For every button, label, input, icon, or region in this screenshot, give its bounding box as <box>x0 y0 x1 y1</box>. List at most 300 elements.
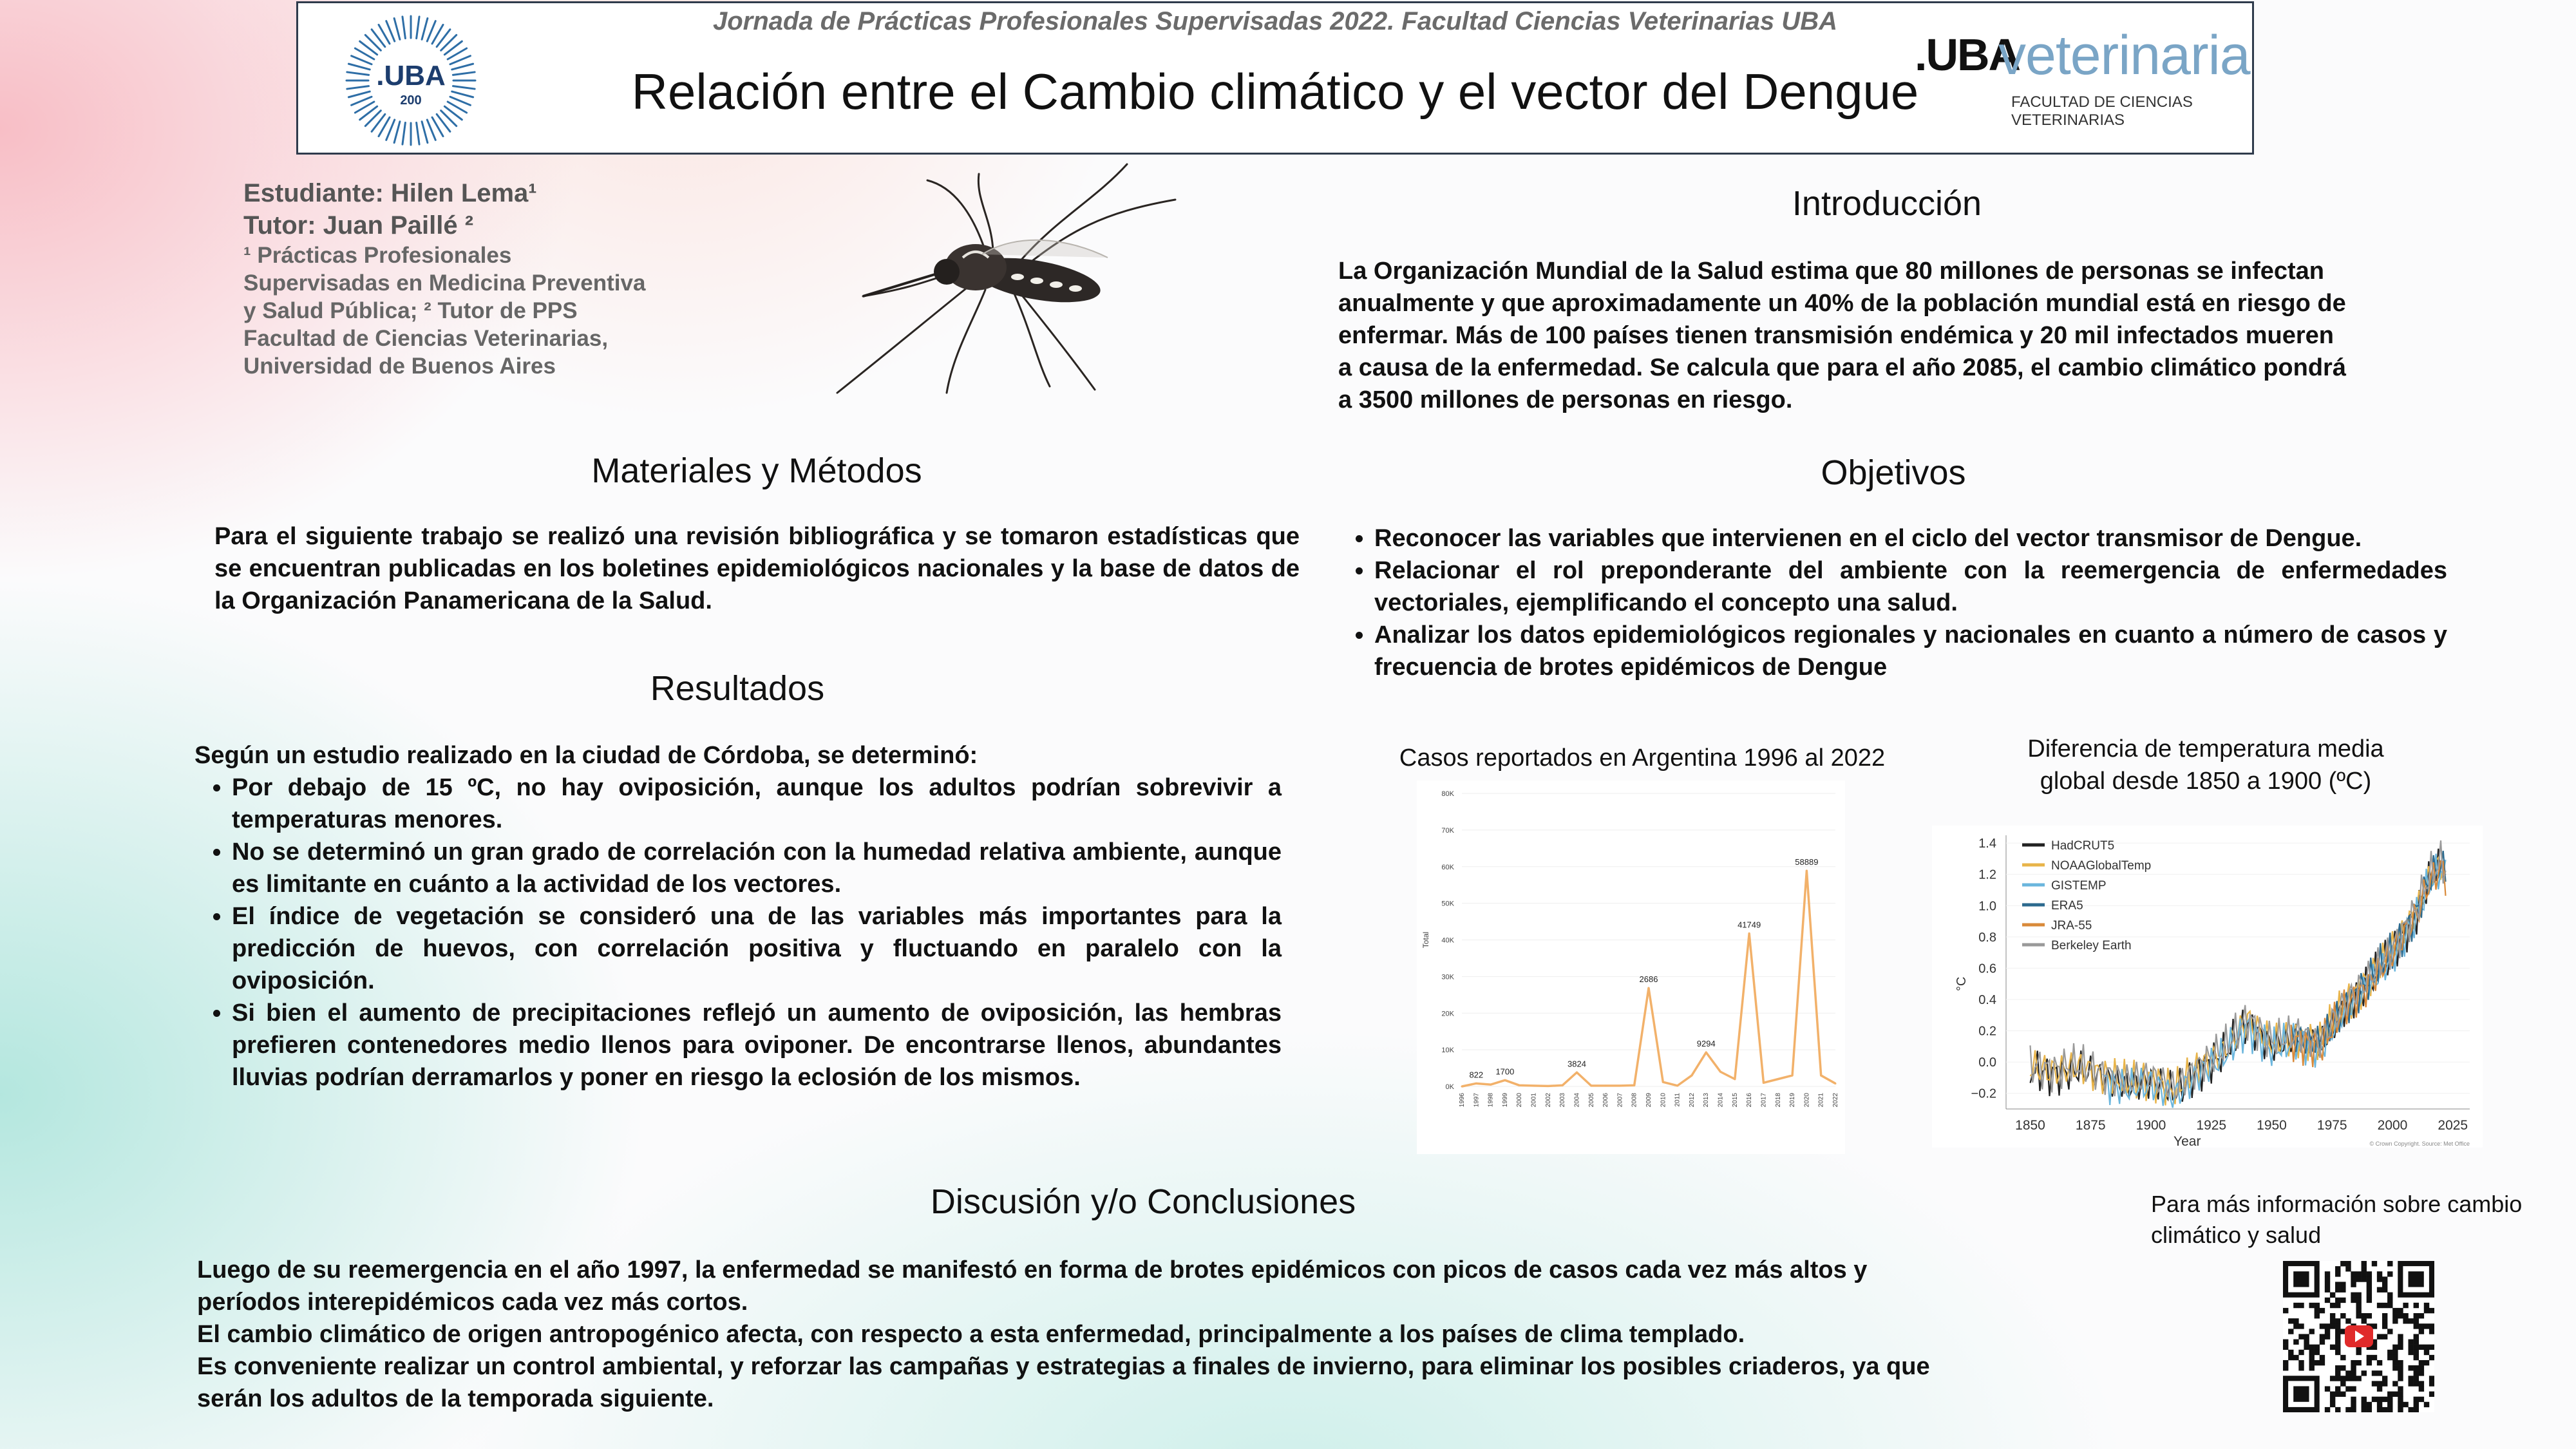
qr-module <box>2345 1376 2351 1381</box>
qr-module <box>2372 1381 2377 1386</box>
objectives-list <box>1337 522 2447 683</box>
x-tick-label: 2004 <box>1573 1093 1581 1108</box>
results-list <box>194 772 1282 1094</box>
qr-module <box>2367 1407 2372 1412</box>
y-tick-label: 0K <box>1445 1083 1454 1091</box>
qr-module <box>2335 1323 2340 1329</box>
qr-module <box>2398 1392 2403 1397</box>
qr-module <box>2362 1407 2367 1412</box>
qr-module <box>2325 1282 2330 1287</box>
qr-module <box>2309 1350 2315 1355</box>
qr-module <box>2283 1308 2288 1313</box>
objective-item: • Relacionar el rol preponderante del ambiente con la reemergencia de enfermedades vectoriales, ejemplificando el concepto una salud. <box>1374 554 2447 619</box>
qr-module <box>2335 1298 2340 1303</box>
qr-module <box>2419 1329 2424 1334</box>
qr-module <box>2382 1282 2387 1287</box>
x-tick-label: 1850 <box>2015 1118 2045 1133</box>
qr-module <box>2351 1282 2356 1287</box>
qr-module <box>2424 1360 2429 1365</box>
qr-module <box>2419 1345 2424 1350</box>
qr-module <box>2356 1350 2361 1355</box>
discussion-line: Es conveniente realizar un control ambiental, y reforzar las campañas y estrategias a finales de invierno, para eliminar los posibles criaderos, ya que <box>197 1353 1930 1380</box>
qr-module <box>2398 1397 2403 1402</box>
qr-module <box>2320 1360 2325 1365</box>
qr-module <box>2362 1271 2367 1276</box>
data-point <box>1690 1074 1692 1076</box>
data-point <box>1763 1082 1765 1084</box>
qr-module <box>2325 1287 2330 1293</box>
discussion-text <box>197 1254 2103 1415</box>
qr-module <box>2330 1303 2335 1308</box>
qr-module <box>2408 1365 2413 1370</box>
qr-module <box>2414 1350 2419 1355</box>
qr-module <box>2367 1355 2372 1360</box>
qr-module <box>2392 1350 2398 1355</box>
result-item: • No se determinó un gran grado de correlación con la humedad relativa ambiente, aunque es limitante en cuánto a la actividad de los vectores. <box>232 836 1282 900</box>
qr-module <box>2335 1334 2340 1339</box>
data-label: 2686 <box>1639 974 1658 985</box>
discussion-line: El cambio climático de origen antropogénico afecta, con respecto a esta enfermedad, principalmente a los países de clima templado. <box>197 1321 1745 1348</box>
qr-module <box>2304 1340 2309 1345</box>
qr-module <box>2330 1397 2335 1402</box>
qr-module <box>2298 1350 2304 1355</box>
qr-module <box>2392 1392 2398 1397</box>
affiliation-line: Universidad de Buenos Aires <box>243 354 556 379</box>
qr-module <box>2398 1360 2403 1365</box>
qr-module <box>2429 1392 2434 1397</box>
qr-module <box>2288 1350 2293 1355</box>
qr-module <box>2377 1360 2382 1365</box>
qr-module <box>2414 1318 2419 1323</box>
qr-module <box>2403 1303 2408 1308</box>
legend-label: Berkeley Earth <box>2051 939 2132 952</box>
data-point <box>1748 933 1750 934</box>
qr-module <box>2377 1386 2382 1391</box>
qr-module <box>2351 1293 2356 1298</box>
qr-module <box>2408 1340 2413 1345</box>
qr-module <box>2315 1350 2320 1355</box>
qr-module <box>2429 1381 2434 1386</box>
qr-module <box>2424 1303 2429 1308</box>
qr-finder <box>2293 1271 2309 1287</box>
y-tick-label: 1.4 <box>1978 837 1996 851</box>
qr-module <box>2403 1402 2408 1407</box>
qr-module <box>2403 1313 2408 1318</box>
data-point <box>1835 1083 1837 1084</box>
qr-module <box>2398 1340 2403 1345</box>
qr-module <box>2330 1376 2335 1381</box>
data-point <box>1576 1072 1578 1074</box>
qr-module <box>2372 1261 2377 1266</box>
qr-module <box>2419 1323 2424 1329</box>
qr-module <box>2382 1376 2387 1381</box>
qr-module <box>2377 1287 2382 1293</box>
qr-module <box>2387 1303 2392 1308</box>
qr-module <box>2304 1345 2309 1350</box>
qr-module <box>2367 1287 2372 1293</box>
qr-module <box>2356 1313 2361 1318</box>
x-tick-label: 2006 <box>1602 1093 1610 1108</box>
logo-ray <box>417 122 419 144</box>
introduction-line: a causa de la enfermedad. Se calcula que para el año 2085, el cambio climático pondrá <box>1338 354 2346 381</box>
x-tick-label: 1925 <box>2196 1118 2227 1133</box>
y-tick-label: 0.0 <box>1978 1056 1996 1070</box>
qr-module <box>2325 1334 2330 1339</box>
data-point <box>1504 1079 1506 1081</box>
uba-veterinaria-logo <box>1915 24 2250 129</box>
x-tick-label: 2008 <box>1631 1093 1638 1108</box>
qr-module <box>2414 1355 2419 1360</box>
qr-module <box>2362 1370 2367 1376</box>
qr-module <box>2414 1381 2419 1386</box>
qr-module <box>2340 1313 2345 1318</box>
qr-module <box>2392 1355 2398 1360</box>
qr-module <box>2382 1303 2387 1308</box>
qr-module <box>2315 1308 2320 1313</box>
data-point <box>1806 870 1808 872</box>
affiliation-line: y Salud Pública; ² Tutor de PPS <box>243 298 578 323</box>
introduction-title: Introducción <box>1792 184 1982 223</box>
x-tick-label: 2022 <box>1832 1093 1839 1108</box>
data-point <box>1734 1078 1736 1080</box>
qr-module <box>2362 1318 2367 1323</box>
qr-module <box>2351 1365 2356 1370</box>
qr-module <box>2414 1345 2419 1350</box>
qr-module <box>2309 1329 2315 1334</box>
x-tick-label: 2001 <box>1530 1093 1538 1108</box>
x-tick-label: 2018 <box>1774 1093 1782 1108</box>
qr-module <box>2293 1355 2298 1360</box>
qr-module <box>2335 1350 2340 1355</box>
qr-module <box>2351 1407 2356 1412</box>
introduction-text <box>1338 255 2452 416</box>
qr-module <box>2325 1329 2330 1334</box>
qr-module <box>2351 1386 2356 1391</box>
qr-code[interactable] <box>2283 1261 2434 1412</box>
qr-module <box>2362 1397 2367 1402</box>
qr-finder <box>2408 1271 2423 1287</box>
qr-module <box>2377 1370 2382 1376</box>
qr-module <box>2387 1350 2392 1355</box>
x-tick-label: 1998 <box>1487 1093 1495 1108</box>
qr-module <box>2392 1381 2398 1386</box>
temperature-chart-title <box>1958 733 2454 797</box>
qr-module <box>2320 1308 2325 1313</box>
x-tick-label: 1996 <box>1459 1093 1466 1108</box>
temperature-title-line: Diferencia de temperatura media <box>2027 735 2384 762</box>
qr-module <box>2429 1345 2434 1350</box>
logo-ray <box>347 72 369 75</box>
qr-module <box>2283 1345 2288 1350</box>
qr-module <box>2382 1334 2387 1339</box>
qr-module <box>2372 1370 2377 1376</box>
qr-module <box>2351 1271 2356 1276</box>
qr-module <box>2362 1402 2367 1407</box>
qr-module <box>2382 1407 2387 1412</box>
qr-module <box>2351 1370 2356 1376</box>
qr-module <box>2330 1323 2335 1329</box>
x-tick-label: 2013 <box>1703 1093 1710 1108</box>
qr-module <box>2335 1407 2340 1412</box>
qr-module <box>2419 1386 2424 1391</box>
qr-module <box>2367 1271 2372 1276</box>
qr-module <box>2398 1308 2403 1313</box>
qr-module <box>2330 1392 2335 1397</box>
qr-module <box>2419 1370 2424 1376</box>
qr-module <box>2414 1340 2419 1345</box>
qr-module <box>2320 1334 2325 1339</box>
x-tick-label: 2021 <box>1817 1093 1825 1108</box>
y-axis-label: °C <box>1955 976 1969 991</box>
qr-module <box>2309 1303 2315 1308</box>
qr-module <box>2335 1271 2340 1276</box>
cases-chart-title: Casos reportados en Argentina 1996 al 2022 <box>1399 744 1886 772</box>
qr-module <box>2382 1313 2387 1318</box>
qr-module <box>2414 1365 2419 1370</box>
qr-module <box>2315 1303 2320 1308</box>
qr-module <box>2419 1381 2424 1386</box>
qr-module <box>2335 1318 2340 1323</box>
qr-module <box>2356 1308 2361 1313</box>
qr-module <box>2335 1329 2340 1334</box>
qr-module <box>2387 1298 2392 1303</box>
x-tick-label: 2019 <box>1789 1093 1797 1108</box>
qr-module <box>2325 1298 2330 1303</box>
qr-module <box>2362 1266 2367 1271</box>
qr-module <box>2377 1397 2382 1402</box>
qr-module <box>2298 1303 2304 1308</box>
data-point <box>1662 1081 1664 1083</box>
legend-label: NOAAGlobalTemp <box>2051 859 2152 873</box>
qr-module <box>2377 1407 2382 1412</box>
qr-module <box>2335 1340 2340 1345</box>
qr-module <box>2335 1386 2340 1391</box>
y-tick-label: 0.4 <box>1978 993 1996 1007</box>
qr-module <box>2392 1345 2398 1350</box>
qr-module <box>2351 1298 2356 1303</box>
introduction-line: anualmente y que aproximadamente un 40% de la población mundial está en riesgo de <box>1338 290 2346 317</box>
qr-module <box>2309 1345 2315 1350</box>
qr-module <box>2304 1334 2309 1339</box>
qr-module <box>2293 1318 2298 1323</box>
x-tick-label: 1975 <box>2316 1118 2347 1133</box>
qr-module <box>2398 1334 2403 1339</box>
logo-ray <box>394 18 400 39</box>
qr-module <box>2377 1303 2382 1308</box>
introduction-line: La Organización Mundial de la Salud estima que 80 millones de personas se infectan <box>1338 258 2324 285</box>
qr-module <box>2351 1276 2356 1282</box>
data-point <box>1562 1084 1564 1086</box>
qr-module <box>2362 1276 2367 1282</box>
qr-module <box>2424 1345 2429 1350</box>
qr-module <box>2398 1313 2403 1318</box>
qr-module <box>2345 1370 2351 1376</box>
temperature-chart-svg <box>1932 826 2483 1148</box>
data-label: 58889 <box>1795 857 1819 867</box>
result-item: • Por debajo de 15 ºC, no hay oviposición, aunque los adultos podrían sobrevivir a temperaturas menores. <box>232 772 1282 836</box>
qr-module <box>2429 1329 2434 1334</box>
x-tick-label: 2016 <box>1746 1093 1754 1108</box>
qr-module <box>2367 1402 2372 1407</box>
data-point <box>1475 1083 1477 1084</box>
y-tick-label: 0.2 <box>1978 1024 1996 1039</box>
y-tick-label: 60K <box>1441 863 1454 871</box>
y-tick-label: −0.2 <box>1971 1086 1996 1101</box>
qr-module <box>2408 1350 2413 1355</box>
qr-module <box>2387 1271 2392 1276</box>
qr-module <box>2403 1318 2408 1323</box>
qr-module <box>2419 1365 2424 1370</box>
data-label: 1700 <box>1495 1066 1515 1077</box>
qr-module <box>2408 1318 2413 1323</box>
results-title: Resultados <box>650 669 825 708</box>
qr-module <box>2356 1303 2361 1308</box>
y-tick-label: 50K <box>1441 900 1454 908</box>
event-subtitle: Jornada de Prácticas Profesionales Supervisadas 2022. Facultad Ciencias Veterinarias UBA <box>713 7 1837 35</box>
y-axis-label: Total <box>1421 931 1430 949</box>
logo-ray <box>453 86 475 89</box>
data-point <box>1590 1084 1592 1086</box>
qr-module <box>2424 1323 2429 1329</box>
qr-module <box>2387 1261 2392 1266</box>
y-tick-label: 20K <box>1441 1010 1454 1018</box>
qr-module <box>2345 1386 2351 1391</box>
qr-module <box>2408 1376 2413 1381</box>
qr-module <box>2408 1407 2413 1412</box>
data-label: 822 <box>1469 1070 1484 1080</box>
qr-module <box>2398 1370 2403 1376</box>
qr-module <box>2330 1402 2335 1407</box>
logo-ray <box>452 64 473 70</box>
legend-label: GISTEMP <box>2051 879 2107 893</box>
qr-module <box>2340 1287 2345 1293</box>
qr-module <box>2414 1407 2419 1412</box>
data-point <box>1676 1084 1678 1086</box>
qr-module <box>2392 1318 2398 1323</box>
data-point <box>1461 1086 1463 1088</box>
y-tick-label: 1.2 <box>1978 867 1996 882</box>
data-label: 3824 <box>1567 1059 1586 1069</box>
temperature-series-line <box>2103 854 2446 1108</box>
x-tick-label: 2002 <box>1544 1093 1552 1108</box>
qr-module <box>2372 1397 2377 1402</box>
qr-module <box>2429 1308 2434 1313</box>
chart-credit: © Crown Copyright. Source: Met Office <box>2369 1141 2470 1147</box>
data-point <box>1705 1052 1707 1054</box>
qr-module <box>2398 1376 2403 1381</box>
qr-module <box>2414 1313 2419 1318</box>
data-point <box>1648 987 1650 989</box>
uba-200-logo <box>343 13 478 148</box>
data-point <box>1490 1084 1492 1086</box>
qr-module <box>2325 1276 2330 1282</box>
y-tick-label: 70K <box>1441 826 1454 835</box>
x-tick-label: 1950 <box>2257 1118 2287 1133</box>
logo-ray <box>417 17 419 39</box>
qr-module <box>2325 1271 2330 1276</box>
logo-veterinaria-text: veterinaria <box>1998 24 2250 86</box>
qr-module <box>2424 1308 2429 1313</box>
logo-ray <box>348 91 370 97</box>
qr-module <box>2429 1355 2434 1360</box>
qr-module <box>2356 1293 2361 1298</box>
data-label: 9294 <box>1696 1039 1716 1049</box>
qr-module <box>2398 1402 2403 1407</box>
qr-module <box>2408 1381 2413 1386</box>
logo-ray <box>402 122 405 144</box>
qr-module <box>2283 1360 2288 1365</box>
qr-module <box>2367 1276 2372 1282</box>
qr-module <box>2387 1329 2392 1334</box>
qr-module <box>2288 1329 2293 1334</box>
qr-module <box>2382 1397 2387 1402</box>
legend-label: ERA5 <box>2051 899 2083 913</box>
qr-module <box>2367 1298 2372 1303</box>
uba-logo-text: .UBA <box>376 60 446 91</box>
qr-module <box>2330 1313 2335 1318</box>
x-tick-label: 2025 <box>2438 1118 2468 1133</box>
methods-text: Para el siguiente trabajo se realizó una revisión bibliográfica y se tomaron estadísticas que se encuentran publicadas en los boletines epidemiológicos nacionales y la base de datos de la Organización Panamericana de la Salud. <box>214 523 1300 614</box>
y-tick-label: 0.6 <box>1978 961 1996 976</box>
qr-module <box>2309 1355 2315 1360</box>
qr-module <box>2398 1345 2403 1350</box>
data-point <box>1633 1084 1635 1086</box>
data-point <box>1820 1074 1822 1076</box>
qr-module <box>2424 1402 2429 1407</box>
qr-module <box>2392 1365 2398 1370</box>
qr-module <box>2340 1376 2345 1381</box>
qr-module <box>2345 1318 2351 1323</box>
qr-module <box>2356 1376 2361 1381</box>
x-tick-label: 2011 <box>1674 1093 1681 1107</box>
qr-code-icon <box>2283 1261 2434 1412</box>
qr-module <box>2309 1365 2315 1370</box>
qr-module <box>2309 1360 2315 1365</box>
qr-finder <box>2293 1386 2309 1401</box>
qr-module <box>2387 1355 2392 1360</box>
methods-title: Materiales y Métodos <box>591 451 922 490</box>
logo-ray <box>422 18 428 39</box>
x-tick-label: 2005 <box>1587 1093 1595 1108</box>
affiliation-line: Supervisadas en Medicina Preventiva <box>243 270 646 296</box>
x-tick-label: 1997 <box>1473 1093 1481 1108</box>
y-tick-label: 30K <box>1441 973 1454 981</box>
qr-module <box>2362 1313 2367 1318</box>
qr-module <box>2387 1402 2392 1407</box>
qr-module <box>2424 1350 2429 1355</box>
qr-module <box>2351 1397 2356 1402</box>
result-item: • Si bien el aumento de precipitaciones reflejó un aumento de oviposición, las hembras prefieren contenedores medio llenos para oviponer. De encontrarse llenos, abundantes lluvias podrían derramarlos y poner en riesgo la eclosión de los mismos. <box>232 997 1282 1094</box>
data-point <box>1719 1071 1721 1073</box>
qr-module <box>2340 1381 2345 1386</box>
qr-module <box>2414 1303 2419 1308</box>
qr-module <box>2320 1323 2325 1329</box>
qr-module <box>2419 1313 2424 1318</box>
qr-module <box>2340 1365 2345 1370</box>
qr-module <box>2419 1360 2424 1365</box>
qr-module <box>2356 1276 2361 1282</box>
qr-module <box>2335 1287 2340 1293</box>
objective-item: • Reconocer las variables que intervienen en el ciclo del vector transmisor de Dengue. <box>1374 522 2447 554</box>
qr-module <box>2345 1266 2351 1271</box>
qr-module <box>2414 1334 2419 1339</box>
logo-ray <box>452 91 473 97</box>
mosquito-icon <box>824 161 1185 399</box>
data-point <box>1547 1085 1549 1087</box>
header-banner <box>296 1 2254 155</box>
qr-module <box>2367 1360 2372 1365</box>
x-tick-label: 2000 <box>1516 1093 1524 1108</box>
